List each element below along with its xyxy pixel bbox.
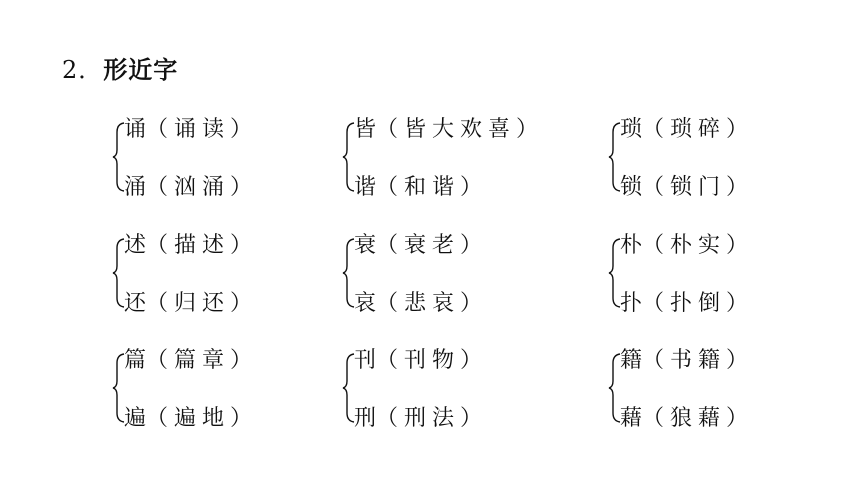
char-group: [124, 343, 364, 433]
char-group: [124, 112, 364, 202]
top-char: 篇: [124, 348, 147, 373]
char-group: [354, 112, 594, 202]
top-char: 皆: [354, 117, 377, 142]
char-group: [354, 343, 594, 433]
bottom-word: （悲哀）: [376, 291, 489, 316]
section-title: [62, 50, 178, 85]
group-top-line: [124, 112, 258, 143]
top-word: （衰老）: [376, 233, 489, 258]
group-bottom-line: [124, 286, 258, 317]
bottom-char: 还: [124, 291, 147, 316]
top-word: （刊物）: [376, 348, 489, 373]
bottom-char: 刑: [354, 406, 377, 431]
bottom-char: 藉: [620, 406, 643, 431]
group-top-line: [354, 228, 488, 259]
group-bottom-line: [354, 170, 488, 201]
char-group: [124, 228, 364, 318]
bottom-word: （刑法）: [376, 406, 489, 431]
group-top-line: [354, 112, 544, 143]
char-group: [620, 228, 860, 318]
char-group: [620, 343, 860, 433]
group-bottom-line: [354, 401, 488, 432]
group-bottom-line: [620, 286, 754, 317]
top-word: （描述）: [146, 233, 259, 258]
top-char: 籍: [620, 348, 643, 373]
group-bottom-line: [620, 401, 754, 432]
top-word: （琐碎）: [642, 117, 755, 142]
char-group: [354, 228, 594, 318]
group-top-line: [620, 343, 754, 374]
bottom-char: 涌: [124, 175, 147, 200]
group-bottom-line: [124, 401, 258, 432]
bottom-char: 遍: [124, 406, 147, 431]
bottom-char: 哀: [354, 291, 377, 316]
top-word: （诵读）: [146, 117, 259, 142]
bottom-word: （狼藉）: [642, 406, 755, 431]
top-char: 刊: [354, 348, 377, 373]
group-bottom-line: [124, 170, 258, 201]
section-heading: 形近字: [103, 56, 179, 84]
top-char: 朴: [620, 233, 643, 258]
bottom-word: （和谐）: [376, 175, 489, 200]
char-group: [620, 112, 860, 202]
top-char: 述: [124, 233, 147, 258]
top-word: （书籍）: [642, 348, 755, 373]
group-bottom-line: [620, 170, 754, 201]
top-word: （朴实）: [642, 233, 755, 258]
top-char: 衰: [354, 233, 377, 258]
bottom-char: 扑: [620, 291, 643, 316]
group-top-line: [620, 228, 754, 259]
bottom-word: （归还）: [146, 291, 259, 316]
group-top-line: [124, 228, 258, 259]
group-top-line: [620, 112, 754, 143]
bottom-word: （汹涌）: [146, 175, 259, 200]
top-char: 琐: [620, 117, 643, 142]
bottom-char: 锁: [620, 175, 643, 200]
group-top-line: [354, 343, 488, 374]
group-bottom-line: [354, 286, 488, 317]
top-word: （皆大欢喜）: [376, 117, 545, 142]
bottom-word: （锁门）: [642, 175, 755, 200]
group-top-line: [124, 343, 258, 374]
top-word: （篇章）: [146, 348, 259, 373]
bottom-char: 谐: [354, 175, 377, 200]
bottom-word: （遍地）: [146, 406, 259, 431]
top-char: 诵: [124, 117, 147, 142]
bottom-word: （扑倒）: [642, 291, 755, 316]
section-number: 2．: [62, 56, 104, 84]
